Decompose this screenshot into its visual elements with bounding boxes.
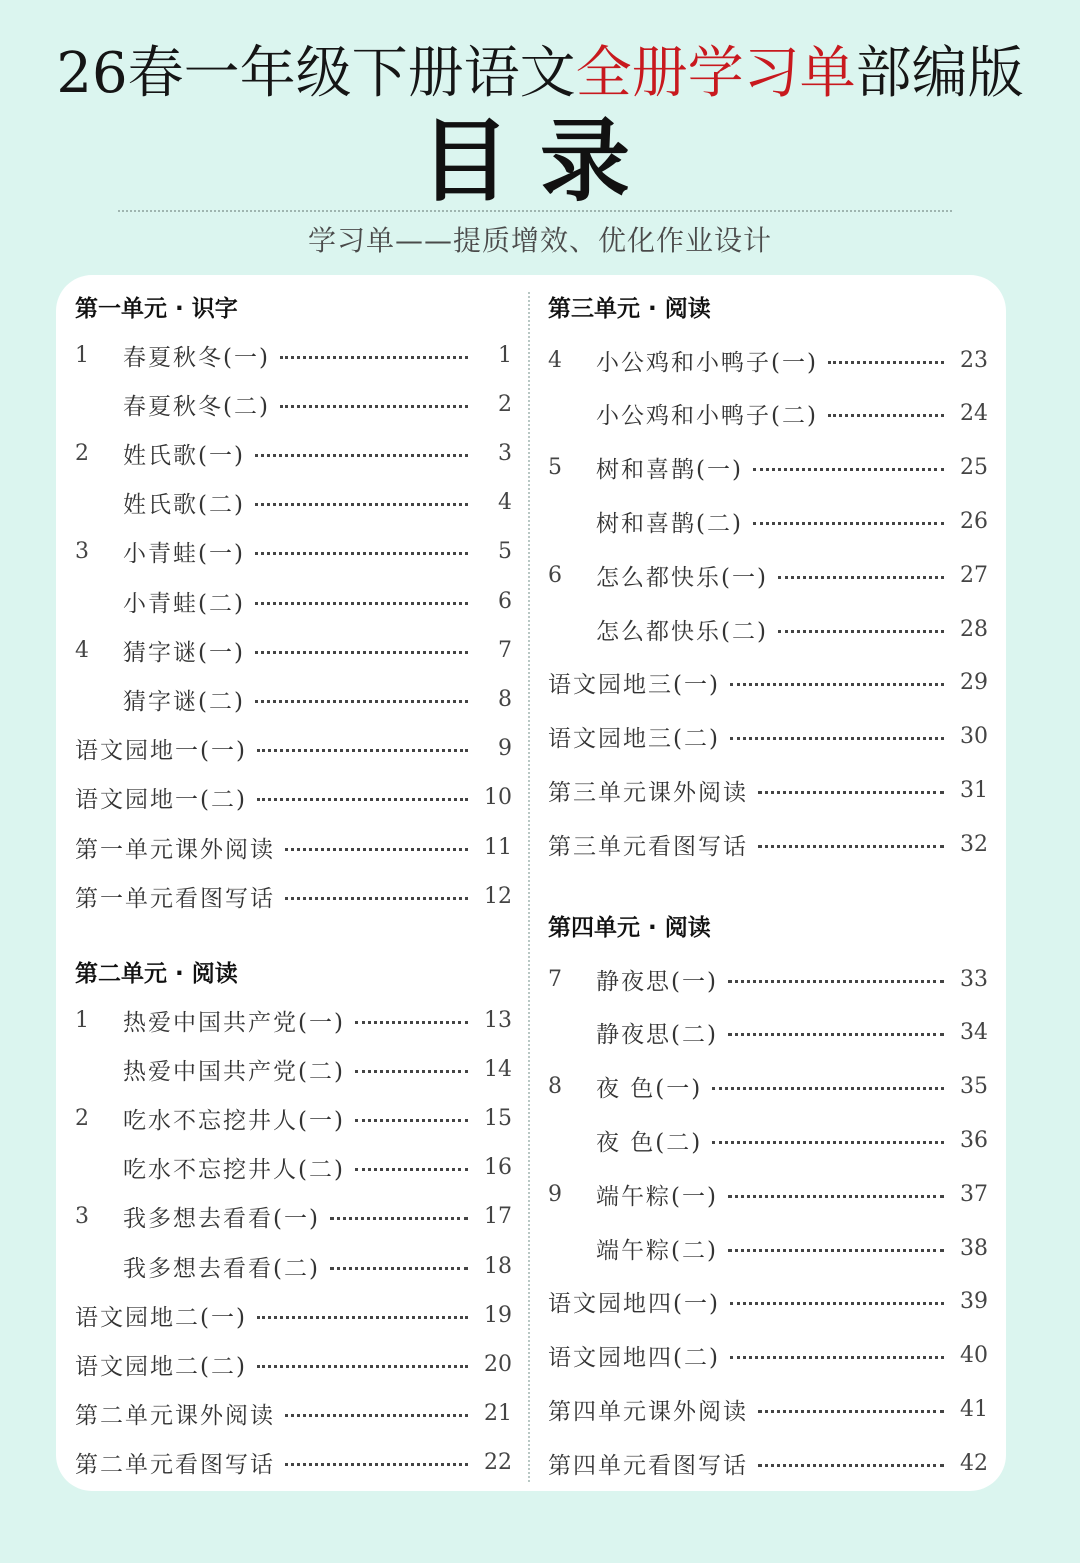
dot-leader bbox=[355, 1119, 468, 1122]
page-number: 15 bbox=[484, 1105, 512, 1131]
lesson-number: 6 bbox=[548, 562, 562, 588]
title-highlight: 全册学习单 bbox=[575, 41, 856, 106]
page-number: 17 bbox=[484, 1204, 512, 1230]
page-number: 21 bbox=[484, 1401, 512, 1427]
dot-leader bbox=[280, 405, 468, 408]
entry-title: 热爱中国共产党(二) bbox=[123, 1058, 345, 1085]
page-number: 3 bbox=[498, 440, 512, 466]
toc-entry[interactable] bbox=[548, 666, 988, 700]
page-number: 32 bbox=[960, 831, 988, 857]
toc-entry[interactable] bbox=[75, 1003, 512, 1037]
entry-title: 语文园地一(一) bbox=[75, 738, 247, 765]
page-number: 12 bbox=[484, 883, 512, 909]
entry-title: 猜字谜(一) bbox=[123, 639, 245, 666]
toc-entry[interactable] bbox=[75, 535, 512, 569]
entry-title: 小青蛙(二) bbox=[123, 590, 245, 617]
toc-entry[interactable] bbox=[75, 879, 512, 913]
entry-title: 第一单元看图写话 bbox=[75, 885, 275, 912]
entry-title: 第四单元看图写话 bbox=[548, 1452, 748, 1479]
header-divider bbox=[118, 210, 952, 212]
lesson-number: 2 bbox=[75, 440, 89, 466]
entry-title: 姓氏歌(二) bbox=[123, 492, 245, 519]
dot-leader bbox=[778, 576, 944, 579]
entry-title: 树和喜鹊(一) bbox=[596, 457, 743, 484]
entry-title: 小青蛙(一) bbox=[123, 541, 245, 568]
section-title: 第三单元 · 阅读 bbox=[548, 296, 711, 322]
entry-title: 第四单元课外阅读 bbox=[548, 1398, 748, 1425]
entry-title: 我多想去看看(一) bbox=[123, 1206, 320, 1233]
toc-entry[interactable] bbox=[75, 682, 512, 716]
page-number: 29 bbox=[960, 670, 988, 696]
entry-title: 第二单元课外阅读 bbox=[75, 1403, 275, 1430]
page-number: 40 bbox=[960, 1343, 988, 1369]
toc-entry[interactable] bbox=[548, 1231, 988, 1265]
dot-leader bbox=[753, 468, 944, 471]
toc-entry[interactable] bbox=[548, 451, 988, 485]
page-number: 1 bbox=[498, 342, 512, 368]
page-number: 26 bbox=[960, 508, 988, 534]
toc-entry[interactable] bbox=[75, 1249, 512, 1283]
dot-leader bbox=[730, 1356, 944, 1359]
page-number: 5 bbox=[498, 539, 512, 565]
lesson-number: 5 bbox=[548, 455, 562, 481]
lesson-number: 1 bbox=[75, 342, 89, 368]
entry-title: 语文园地二(一) bbox=[75, 1304, 247, 1331]
page-number: 42 bbox=[960, 1450, 988, 1476]
dot-leader bbox=[257, 1365, 468, 1368]
page-number: 2 bbox=[498, 391, 512, 417]
dot-leader bbox=[255, 700, 468, 703]
dot-leader bbox=[255, 651, 468, 654]
section-title: 第一单元 · 识字 bbox=[75, 296, 238, 322]
entry-title: 第三单元看图写话 bbox=[548, 833, 748, 860]
toc-entry[interactable] bbox=[548, 397, 988, 431]
dot-leader bbox=[255, 552, 468, 555]
dot-leader bbox=[285, 1463, 468, 1466]
lesson-number: 9 bbox=[548, 1181, 562, 1207]
entry-title: 夜 色(一) bbox=[596, 1076, 703, 1103]
dot-leader bbox=[285, 1414, 468, 1417]
entry-title: 夜 色(二) bbox=[596, 1129, 703, 1156]
entry-title: 热爱中国共产党(一) bbox=[123, 1009, 345, 1036]
toc-entry[interactable] bbox=[548, 612, 988, 646]
page-number: 19 bbox=[484, 1302, 512, 1328]
lesson-number: 1 bbox=[75, 1007, 89, 1033]
page-number: 27 bbox=[960, 562, 988, 588]
entry-title: 语文园地四(一) bbox=[548, 1291, 720, 1318]
page-number: 25 bbox=[960, 455, 988, 481]
entry-title: 端午粽(二) bbox=[596, 1237, 718, 1264]
dot-leader bbox=[728, 1249, 944, 1252]
dot-leader bbox=[828, 361, 944, 364]
entry-title: 第二单元看图写话 bbox=[75, 1452, 275, 1479]
entry-title: 春夏秋冬(二) bbox=[123, 393, 270, 420]
page-number: 23 bbox=[960, 347, 988, 373]
entry-title: 静夜思(一) bbox=[596, 968, 718, 995]
entry-title: 吃水不忘挖井人(二) bbox=[123, 1157, 345, 1184]
toc-heading: 目录 bbox=[420, 108, 660, 214]
toc-entry[interactable] bbox=[75, 387, 512, 421]
page-number: 11 bbox=[484, 834, 512, 860]
toc-entry[interactable] bbox=[75, 1151, 512, 1185]
dot-leader bbox=[355, 1021, 468, 1024]
lesson-number: 7 bbox=[548, 966, 562, 992]
dot-leader bbox=[730, 1302, 944, 1305]
toc-entry[interactable] bbox=[548, 1392, 988, 1426]
page-number: 4 bbox=[498, 490, 512, 516]
toc-entry[interactable] bbox=[548, 1123, 988, 1157]
dot-leader bbox=[712, 1087, 944, 1090]
dot-leader bbox=[758, 845, 944, 848]
dot-leader bbox=[828, 414, 944, 417]
toc-entry[interactable] bbox=[75, 338, 512, 372]
toc-entry[interactable] bbox=[548, 1339, 988, 1373]
toc-entry[interactable] bbox=[548, 1016, 988, 1050]
lesson-number: 2 bbox=[75, 1105, 89, 1131]
entry-title: 语文园地一(二) bbox=[75, 787, 247, 814]
title-part2: 部编版 bbox=[855, 41, 1024, 106]
entry-title: 静夜思(二) bbox=[596, 1022, 718, 1049]
dot-leader bbox=[330, 1267, 468, 1270]
page-number: 13 bbox=[484, 1007, 512, 1033]
page-number: 9 bbox=[498, 736, 512, 762]
toc-entry[interactable] bbox=[75, 1347, 512, 1381]
toc-entry[interactable] bbox=[548, 1070, 988, 1104]
toc-entry[interactable] bbox=[75, 1101, 512, 1135]
entry-title: 怎么都快乐(二) bbox=[596, 618, 768, 645]
page-number: 18 bbox=[484, 1253, 512, 1279]
dot-leader bbox=[712, 1141, 944, 1144]
dot-leader bbox=[255, 503, 468, 506]
page-number: 24 bbox=[960, 401, 988, 427]
lesson-number: 4 bbox=[75, 637, 89, 663]
dot-leader bbox=[355, 1070, 468, 1073]
page-number: 16 bbox=[484, 1155, 512, 1181]
toc-entry[interactable] bbox=[548, 1446, 988, 1480]
lesson-number: 3 bbox=[75, 539, 89, 565]
page-number: 41 bbox=[960, 1396, 988, 1422]
toc-entry[interactable] bbox=[548, 558, 988, 592]
entry-title: 春夏秋冬(一) bbox=[123, 344, 270, 371]
lesson-number: 3 bbox=[75, 1204, 89, 1230]
entry-title: 小公鸡和小鸭子(一) bbox=[596, 349, 818, 376]
page-number: 22 bbox=[484, 1450, 512, 1476]
toc-entry[interactable] bbox=[75, 633, 512, 667]
page-number: 33 bbox=[960, 966, 988, 992]
dot-leader bbox=[280, 356, 468, 359]
toc-entry[interactable] bbox=[75, 1446, 512, 1480]
page-number: 28 bbox=[960, 616, 988, 642]
title-part1: 26春一年级下册语文 bbox=[56, 41, 576, 106]
dot-leader bbox=[778, 630, 944, 633]
toc-entry[interactable] bbox=[75, 584, 512, 618]
toc-entry[interactable] bbox=[548, 1285, 988, 1319]
dot-leader bbox=[753, 522, 944, 525]
page-number: 10 bbox=[484, 785, 512, 811]
entry-title: 怎么都快乐(一) bbox=[596, 564, 768, 591]
page-number: 35 bbox=[960, 1074, 988, 1100]
subtitle: 学习单——提质增效、优化作业设计 bbox=[307, 224, 772, 257]
page-title bbox=[0, 36, 1080, 112]
entry-title: 猜字谜(二) bbox=[123, 688, 245, 715]
toc-entry[interactable] bbox=[548, 1177, 988, 1211]
page-number: 20 bbox=[484, 1351, 512, 1377]
toc-entry[interactable] bbox=[548, 343, 988, 377]
section-title: 第二单元 · 阅读 bbox=[75, 961, 238, 987]
entry-title: 语文园地三(一) bbox=[548, 672, 720, 699]
dot-leader bbox=[257, 798, 468, 801]
toc-entry[interactable] bbox=[548, 773, 988, 807]
dot-leader bbox=[730, 683, 944, 686]
toc-entry[interactable] bbox=[75, 436, 512, 470]
dot-leader bbox=[255, 602, 468, 605]
toc-entry[interactable] bbox=[75, 1200, 512, 1234]
column-divider bbox=[528, 292, 530, 1482]
section-title: 第四单元 · 阅读 bbox=[548, 915, 711, 941]
page-number: 39 bbox=[960, 1289, 988, 1315]
toc-entry[interactable] bbox=[75, 732, 512, 766]
page-number: 37 bbox=[960, 1181, 988, 1207]
toc-entry[interactable] bbox=[75, 1397, 512, 1431]
lesson-number: 4 bbox=[548, 347, 562, 373]
page-number: 7 bbox=[498, 637, 512, 663]
entry-title: 语文园地三(二) bbox=[548, 726, 720, 753]
page-number: 31 bbox=[960, 777, 988, 803]
page-number: 14 bbox=[484, 1056, 512, 1082]
toc-entry[interactable] bbox=[75, 1052, 512, 1086]
toc-entry[interactable] bbox=[548, 720, 988, 754]
lesson-number: 8 bbox=[548, 1074, 562, 1100]
entry-title: 第三单元课外阅读 bbox=[548, 779, 748, 806]
entry-title: 树和喜鹊(二) bbox=[596, 510, 743, 537]
dot-leader bbox=[285, 848, 468, 851]
dot-leader bbox=[285, 897, 468, 900]
page-number: 38 bbox=[960, 1235, 988, 1261]
dot-leader bbox=[257, 749, 468, 752]
dot-leader bbox=[355, 1168, 468, 1171]
page-number: 8 bbox=[498, 686, 512, 712]
dot-leader bbox=[728, 1033, 944, 1036]
toc-entry[interactable] bbox=[75, 1298, 512, 1332]
entry-title: 吃水不忘挖井人(一) bbox=[123, 1107, 345, 1134]
toc-entry[interactable] bbox=[548, 504, 988, 538]
dot-leader bbox=[758, 1410, 944, 1413]
page-number: 34 bbox=[960, 1020, 988, 1046]
entry-title: 姓氏歌(一) bbox=[123, 442, 245, 469]
entry-title: 语文园地二(二) bbox=[75, 1353, 247, 1380]
dot-leader bbox=[257, 1316, 468, 1319]
dot-leader bbox=[728, 980, 944, 983]
toc-entry[interactable] bbox=[75, 830, 512, 864]
page-number: 36 bbox=[960, 1127, 988, 1153]
dot-leader bbox=[255, 454, 468, 457]
toc-entry[interactable] bbox=[75, 781, 512, 815]
toc-entry[interactable] bbox=[75, 486, 512, 520]
dot-leader bbox=[330, 1217, 468, 1220]
toc-entry[interactable] bbox=[548, 827, 988, 861]
entry-title: 第一单元课外阅读 bbox=[75, 836, 275, 863]
toc-entry[interactable] bbox=[548, 962, 988, 996]
entry-title: 语文园地四(二) bbox=[548, 1345, 720, 1372]
entry-title: 小公鸡和小鸭子(二) bbox=[596, 403, 818, 430]
dot-leader bbox=[728, 1195, 944, 1198]
dot-leader bbox=[730, 737, 944, 740]
page-number: 6 bbox=[498, 588, 512, 614]
entry-title: 端午粽(一) bbox=[596, 1183, 718, 1210]
dot-leader bbox=[758, 1464, 944, 1467]
entry-title: 我多想去看看(二) bbox=[123, 1255, 320, 1282]
dot-leader bbox=[758, 791, 944, 794]
page-number: 30 bbox=[960, 724, 988, 750]
